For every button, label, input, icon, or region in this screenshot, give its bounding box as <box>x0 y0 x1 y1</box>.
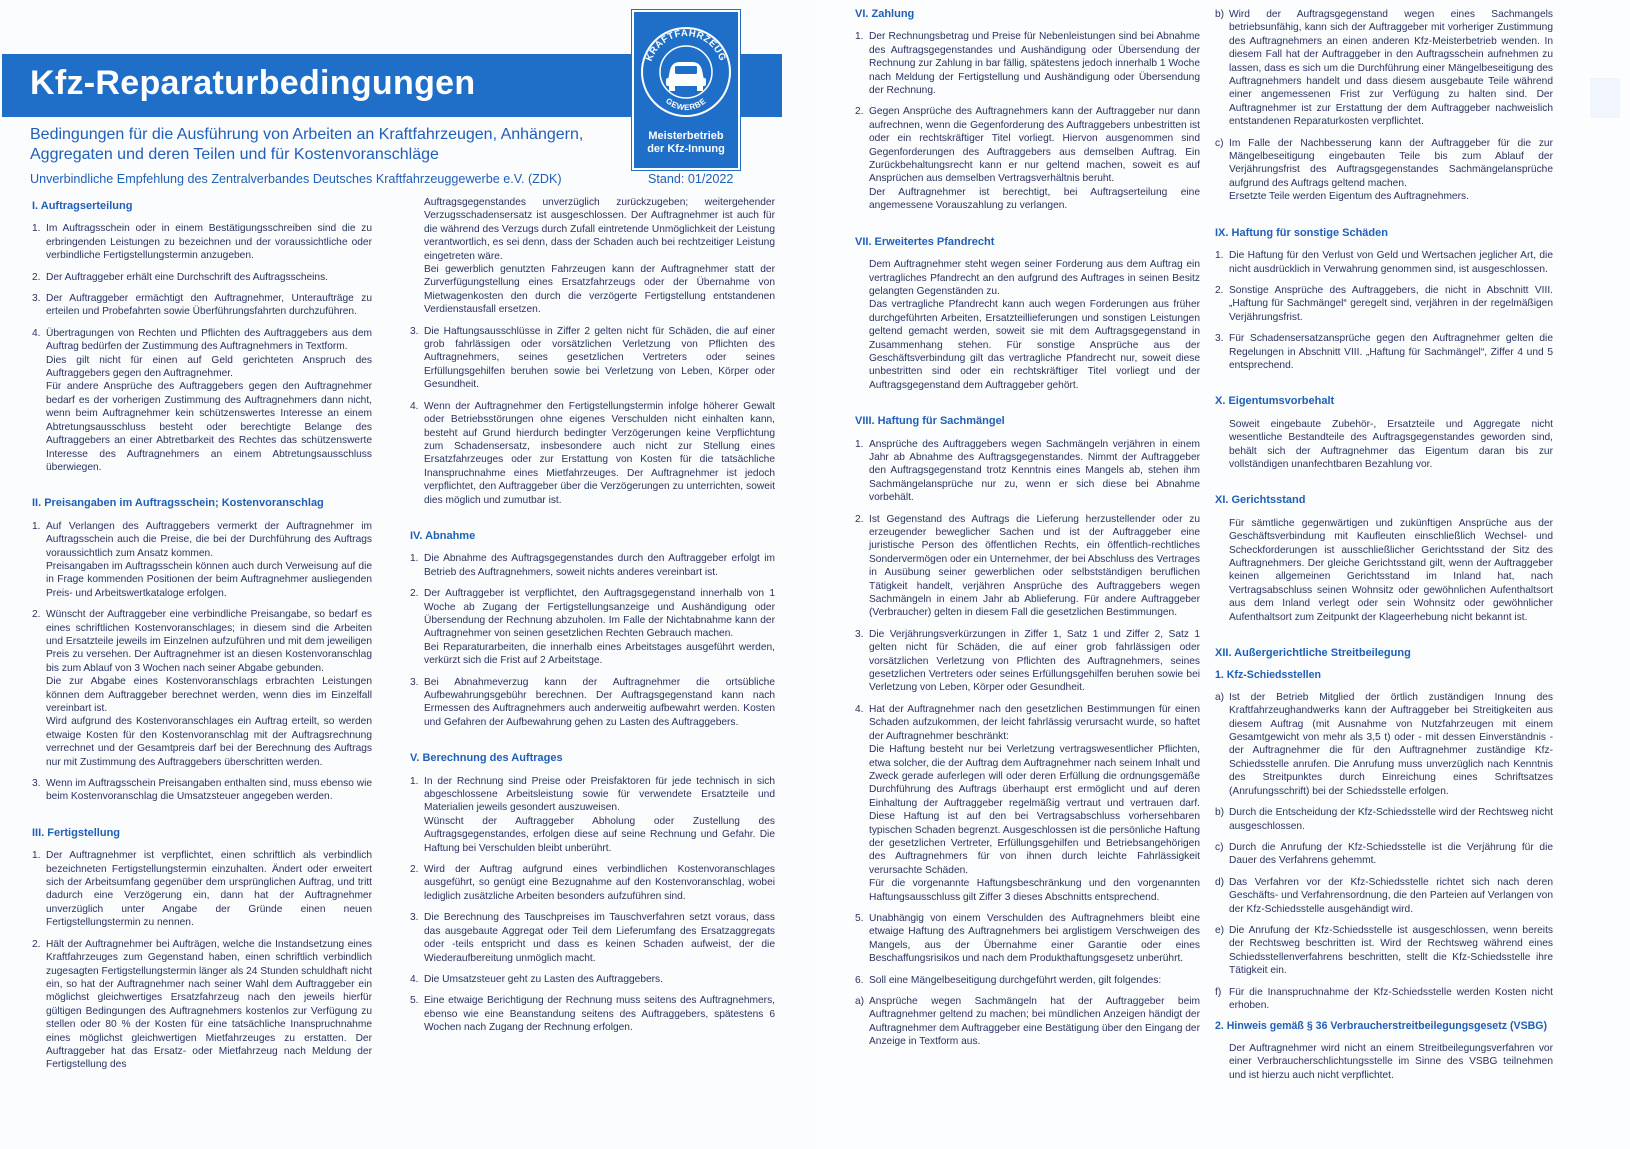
section-heading: III. Fertigstellung <box>32 826 121 839</box>
column-1 <box>32 200 372 1080</box>
list-item: 2. Wünscht der Auftraggeber eine verbindliche Preisangabe, so bedarf es eines schriftlichen Kostenvoranschlages; in diesem sind die Arbeiten und Ersatzteile jeweils im Einzelnen aufzuführen und mit dem jeweiligen Preis zu versehen. Der Auftragnehmer ist an diesen Kostenvoranschlag bis zum Ablauf von 3 Wochen nach seiner Abgabe gebunden. Die zur Abgabe eines Kostenvoranschlags erbrachten Leistungen können dem Auftraggeber berechnet werden, wenn dies im Einzelfall vereinbart ist. Wird aufgrund des Kostenvoranschlages ein Auftrag erteilt, so werden etwaige Kosten für den Kostenvoranschlag mit der Auftragsrechnung verrechnet und der Gesamtpreis darf bei der Berechnung des Auftrags nur mit Zustimmung des Auftraggebers überschritten werden. <box>32 609 372 768</box>
logo-arc-bottom: GEWERBE <box>663 96 708 113</box>
subsection-heading: 1. Kfz-Schiedsstellen <box>1215 669 1321 682</box>
section-heading: I. Auftragserteilung <box>32 200 133 212</box>
section-heading: IV. Abnahme <box>410 529 476 542</box>
section-heading: VIII. Haftung für Sachmängel <box>855 415 1005 428</box>
recommendation-note: Unverbindliche Empfehlung des Zentralverbandes Deutsches Kraftfahrzeuggewerbe e.V. (ZDK) <box>30 172 562 186</box>
paragraph: Dem Auftragnehmer steht wegen seiner Forderung aus dem Auftrag ein vertragliches Pfandrecht an den aufgrund des Auftrages in seinen Besitz gelangten Gegenständen zu. Das vertragliche Pfandrecht kann auch wegen Forderungen aus früher durchgeführten Arbeiten, Ersatzteillieferungen und sonstigen Leistungen geltend gemacht werden, soweit sie mit dem Auftragsgegenstand in Zusammenhang stehen. Für sonstige Ansprüche aus der Geschäftsverbindung gilt das vertragliche Pfandrecht nur, soweit diese unbestritten sind oder ein rechtskräftiger Titel vorliegt und der Auftragsgegenstand dem Auftraggeber gehört. <box>869 259 1200 391</box>
car-icon <box>640 16 732 126</box>
section-heading: VI. Zahlung <box>855 8 915 20</box>
list-item: 3. Die Haftungsausschlüsse in Ziffer 2 gelten nicht für Schäden, die auf einer grob fahrlässigen oder vorsätzlichen Verletzung von Pflichten des Auftragnehmers, seines gesetzlichen Vertreters oder seines Erfüllungsgehilfen beruhen sowie bei Verletzung von Leben, Körper oder Gesundheit. <box>410 325 775 391</box>
list-item: c) Im Falle der Nachbesserung kann der Auftraggeber für die zur Mängelbeseitigung eingebauten Teile bis zum Ablauf der Verjährungsfrist des Auftragsgegenstandes Sachmängelansprüche aufgrund des Auftrags geltend machen. Ersetzte Teile werden Eigentum des Auftragnehmers. <box>1215 137 1553 203</box>
document-subtitle: Bedingungen für die Ausführung von Arbeiten an Kraftfahrzeugen, Anhängern, Aggregaten und deren Teilen und für Kostenvoranschläge <box>30 126 584 163</box>
subsection-heading: 2. Hinweis gemäß § 36 Verbraucherstreitbeilegungsgesetz (VSBG) <box>1215 1020 1548 1033</box>
list-item: 2. Ist Gegenstand des Auftrags die Lieferung herzustellender oder zu erzeugender beweglicher Sachen und ist der Auftraggeber eine juristische Person des öffentlichen Rechts, ein öffentlich-rechtliches Sondervermögen oder ein Unternehmer, der bei Abschluss des Vertrages in Ausübung seiner gewerblichen oder selbstständigen beruflichen Tätigkeit handelt, verjähren Ansprüche des Auftraggebers wegen Sachmängeln in einem Jahr ab Ablieferung. Für andere Auftraggeber (Verbraucher) gelten in diesem Fall die gesetzlichen Bestimmungen. <box>855 513 1200 619</box>
list-item: 2. Wird der Auftrag aufgrund eines verbindlichen Kostenvoranschlages ausgeführt, so genügt eine Bezugnahme auf den Kostenvoranschlag, wobei lediglich zusätzliche Arbeiten besonders aufzuführen sind. <box>410 864 775 902</box>
list-item: 2. Der Auftraggeber erhält eine Durchschrift des Auftragsscheins. <box>32 271 329 283</box>
section-heading: IX. Haftung für sonstige Schäden <box>1215 226 1388 239</box>
list-item: b) Durch die Entscheidung der Kfz-Schiedsstelle wird der Rechtsweg nicht ausgeschlossen. <box>1215 807 1553 832</box>
list-item: 3. Wenn im Auftragsschein Preisangaben enthalten sind, muss ebenso wie beim Kostenvoranschlag die Umsatzsteuer angegeben werden. <box>32 778 373 803</box>
list-item: 2. Gegen Ansprüche des Auftragnehmers kann der Auftraggeber nur dann aufrechnen, wenn die Gegenforderung des Auftraggebers unbestritten ist oder ein rechtskräftiger Titel vorliegt. Hiervon ausgenommen sind Gegenforderungen des Auftraggebers aus demselben Auftrag. Ein Zurückbehaltungsrecht kann er nur geltend machen, soweit es auf Ansprüchen aus demselben Vertragsverhältnis beruht. Der Auftragnehmer ist berechtigt, bei Auftragserteilung eine angemessene Vorauszahlung zu verlangen. <box>855 106 1200 212</box>
section-heading: V. Berechnung des Auftrages <box>410 752 563 765</box>
list-item: 6. Soll eine Mängelbeseitigung durchgeführt werden, gilt folgendes: <box>855 974 1162 986</box>
list-item: 4. Hat der Auftragnehmer nach den gesetzlichen Bestimmungen für einen Schaden aufzukommen, der leicht fahrlässig verursacht wurde, so haftet der Auftragnehmer beschränkt: Die Haftung besteht nur bei Verletzung vertragswesentlicher Pflichten, etwa solcher, die der Auftrag dem Auftragnehmer nach seinem Inhalt und Zweck gerade auferlegen will oder deren Erfüllung die ordnungsgemäße Durchführung des Auftrags überhaupt erst ermöglicht und auf deren Einhaltung der Auftraggeber regelmäßig vertraut und vertrauen darf. Diese Haftung ist auf den bei Vertragsabschluss vorhersehbaren typischen Schaden begrenzt. Ausgeschlossen ist die persönliche Haftung der gesetzlichen Vertreter, Erfüllungsgehilfen und Betriebsangehörigen des Auftragnehmers für von ihnen durch leichte Fahrlässigkeit verursachte Schäden. Für die vorgenannte Haftungsbeschränkung und den vorgenannten Haftungsausschluss gilt Ziffer 3 dieses Abschnitts entsprechend. <box>855 703 1200 903</box>
list-item: 3. Die Berechnung des Tauschpreises im Tauschverfahren setzt voraus, dass das ausgebaute Aggregat oder Teil dem Lieferumfang des Ersatzaggregats oder -teils entspricht und dass es keinen Schaden aufweist, der die Wiederaufbereitung unmöglich macht. <box>410 912 775 964</box>
section-heading: XI. Gerichtsstand <box>1215 494 1306 507</box>
list-item: 1. Auf Verlangen des Auftraggebers vermerkt der Auftragnehmer im Auftragsschein auch die Preise, die bei der Durchführung des Auftrags voraussichtlich zum Ansatz kommen. Preisangaben im Auftragsschein können auch durch Verweisung auf die in Frage kommenden Positionen der beim Auftragnehmer ausliegenden Preis- und Arbeitswertkataloge erfolgen. <box>32 520 372 599</box>
list-item: 1. Der Auftragnehmer ist verpflichtet, einen schriftlich als verbindlich bezeichneten Fertigstellungstermin einzuhalten. Ändert oder erweitert sich der Arbeitsumfang gegenüber dem ursprünglichen Auftrag, und tritt dadurch eine Verzögerung ein, dann hat der Auftragnehmer unverzüglich unter Angabe der Gründe einen neuen Fertigstellungstermin zu nennen. <box>32 850 372 929</box>
list-item: 2. Sonstige Ansprüche des Auftraggebers, die nicht in Abschnitt VIII. „Haftung für Sachmängel“ geregelt sind, verjähren in der regelmäßigen Verjährungsfrist. <box>1215 284 1553 323</box>
list-item: 1. In der Rechnung sind Preise oder Preisfaktoren für jede technisch in sich abgeschlossene Arbeitsleistung sowie für verwendete Ersatzteile und Materialien jeweils gesondert auszuweisen. Wünscht der Auftraggeber Abholung oder Zustellung des Auftragsgegenstandes, erfolgen diese auf seine Rechnung und Gefahr. Die Haftung bei Verschulden bleibt unberührt. <box>410 775 775 854</box>
list-item: 3. Bei Abnahmeverzug kann der Auftragnehmer die ortsübliche Aufbewahrungsgebühr berechnen. Der Auftragsgegenstand kann nach Ermessen des Auftragnehmers auch anderweitig aufbewahrt werden. Kosten und Gefahren der Aufbewahrung gehen zu Lasten des Auftraggebers. <box>410 676 775 728</box>
list-item: 2. Hält der Auftragnehmer bei Aufträgen, welche die Instandsetzung eines Kraftfahrzeuges zum Gegenstand haben, einen schriftlich verbindlich zugesagten Fertigstellungstermin länger als 24 Stunden schuldhaft nicht ein, so hat der Auftragnehmer nach seiner Wahl dem Auftraggeber ein möglichst gleichwertiges Ersatzfahrzeug nach den jeweils hierfür gültigen Bedingungen des Auftragnehmers kostenlos zur Verfügung zu stellen oder 80 % der Kosten für eine tatsächliche Inanspruchnahme eines möglichst gleichwertigen Mietfahrzeuges zu erstatten. Der Auftraggeber hat das Ersatz- oder Mietfahrzeug nach Meldung der Fertigstellung des <box>32 938 372 1071</box>
list-item: 1. Ansprüche des Auftraggebers wegen Sachmängeln verjähren in einem Jahr ab Abnahme des Auftragsgegenstandes. Nimmt der Auftraggeber den Auftragsgegenstand trotz Kenntnis eines Mangels ab, stehen ihm Sachmängelansprüche nur zu, wenn er sich diese bei Abnahme vorbehält. <box>855 438 1200 504</box>
paragraph: Auftragsgegenstandes unverzüglich zurückzugeben; weitergehender Verzugsschadensersatz ist ausgeschlossen. Der Auftragnehmer ist auch für die während des Verzugs durch Zufall eintretende Unmöglichkeit der Leistung verantwortlich, es sei denn, dass der Schaden auch bei rechtzeitiger Leistung eingetreten wäre. Bei gewerblich genutzten Fahrzeugen kann der Auftragnehmer statt der Zurverfügungstellung eines Ersatzfahrzeugs oder der Übernahme von Mietwagenkosten den durch die verzögerte Fertigstellung entstandenen Verdienstausfall ersetzen. <box>424 197 775 316</box>
list-item: f) Für die Inanspruchnahme der Kfz-Schiedsstelle werden Kosten nicht erhoben. <box>1215 986 1553 1011</box>
section-heading: II. Preisangaben im Auftragsschein; Kostenvoranschlag <box>32 497 324 510</box>
list-item: a) Ist der Betrieb Mitglied der örtlich zuständigen Innung des Kraftfahrzeughandwerks kann der Auftraggeber bei Streitigkeiten aus diesem Auftrag (mit Ausnahme von Nutzfahrzeugen mit einem Gesamtgewicht von mehr als 3,5 t) oder - mit dessen Einverständnis - der Auftragnehmer die für den Auftragnehmer zuständige Kfz-Schiedsstelle anrufen. Die Anrufung muss unverzüglich nach Kenntnis des Streitpunktes durch Einreichung eines Schriftsatzes (Anrufungsschrift) bei der Schiedsstelle erfolgen. <box>1215 691 1553 797</box>
scan-artifact <box>1590 78 1620 118</box>
paragraph: Der Auftragnehmer wird nicht an einem Streitbeilegungsverfahren vor einer Verbraucherschlichtungsstelle im Sinne des VSBG teilnehmen und ist hierzu auch nicht verpflichtet. <box>1229 1042 1553 1081</box>
list-item: 4. Die Umsatzsteuer geht zu Lasten des Auftraggebers. <box>410 973 663 985</box>
list-item: 5. Eine etwaige Berichtigung der Rechnung muss seitens des Auftragnehmers, ebenso wie eine Beanstandung seitens des Auftraggebers, spätestens 6 Wochen nach Zugang der Rechnung erfolgen. <box>410 995 775 1034</box>
section-heading: VII. Erweitertes Pfandrecht <box>855 235 995 248</box>
list-item: 2. Der Auftraggeber ist verpflichtet, den Auftragsgegenstand innerhalb von 1 Woche ab Zugang der Fertigstellungsanzeige und Aushändigung oder Übersendung der Rechnung abzuholen. Im Falle der Nichtabnahme kann der Auftragnehmer von seinen gesetzlichen Rechten Gebrauch machen. Bei Reparaturarbeiten, die innerhalb eines Arbeitstages ausgeführt werden, verkürzt sich die Frist auf 2 Arbeitstage. <box>410 588 775 667</box>
column-2 <box>410 196 775 1043</box>
list-item: 3. Für Schadensersatzansprüche gegen den Auftragnehmer gelten die Regelungen in Abschnitt VIII. „Haftung für Sachmängel“, Ziffer 4 und 5 entsprechend. <box>1215 333 1553 371</box>
logo-arc-top: KRAFTFAHRZEUG <box>643 27 729 63</box>
list-item: 3. Die Verjährungsverkürzungen in Ziffer 1, Satz 1 und Ziffer 2, Satz 1 gelten nicht für Schäden, die auf einer grob fahrlässigen oder vorsätzlichen Verletzung von Pflichten des Auftragnehmers, seines gesetzlichen Vertreters oder seines Erfüllungsgehilfen beruhen sowie bei Verletzung von Leben, Körper oder Gesundheit. <box>855 628 1200 694</box>
guild-logo <box>632 10 740 170</box>
logo-line-1: Meisterbetrieb <box>648 130 724 142</box>
list-item: 1. Die Abnahme des Auftragsgegenstandes durch den Auftraggeber erfolgt im Betrieb des Auftragnehmers, soweit nichts anderes vereinbart ist. <box>410 553 775 578</box>
section-heading: X. Eigentumsvorbehalt <box>1215 395 1335 408</box>
paragraph: Für sämtliche gegenwärtigen und zukünftigen Ansprüche aus der Geschäftsverbindung mit Kaufleuten einschließlich Wechsel- und Scheckforderungen ist ausschließlicher Gerichtsstand der Sitz des Auftragnehmers. Der gleiche Gerichtsstand gilt, wenn der Auftraggeber keinen allgemeinen Gerichtsstand im Inland hat, nach Vertragsabschluss seinen Wohnsitz oder gewöhnlichen Aufenthaltsort aus dem Inland verlegt oder sein Wohnsitz oder gewöhnlicher Aufenthaltsort zum Zeitpunkt der Klageerhebung nicht bekannt ist. <box>1229 517 1553 623</box>
list-item: 5. Unabhängig von einem Verschulden des Auftragnehmers bleibt eine etwaige Haftung des Auftragnehmers bei arglistigem Verschweigen des Mangels, aus der Übernahme einer Garantie oder eines Beschaffungsrisikos und nach dem Produkthaftungsgesetz unberührt. <box>855 912 1200 965</box>
logo-caption <box>634 130 738 156</box>
list-item: 1. Die Haftung für den Verlust von Geld und Wertsachen jeglicher Art, die nicht ausdrücklich in Verwahrung genommen sind, ist ausgeschlossen. <box>1215 250 1553 275</box>
list-item: 4. Übertragungen von Rechten und Pflichten des Auftraggebers aus dem Auftrag bedürfen der Zustimmung des Auftragnehmers in Textform. Dies gilt nicht für einen auf Geld gerichteten Anspruch des Auftraggebers gegen den Auftragnehmer. Für andere Ansprüche des Auftraggebers gegen den Auftragnehmer bedarf es der vorherigen Zustimmung des Auftragnehmers dann nicht, wenn beim Auftragnehmer kein schützenswertes Interesse an einem Abtretungsausschluss besteht oder berechtigte Belange des Auftraggebers an einer Abtretbarkeit des Rechtes das schützenswerte Interesse des Auftragnehmers an einem Abtretungsausschluss überwiegen. <box>32 327 372 473</box>
list-item: 3. Der Auftraggeber ermächtigt den Auftragnehmer, Unteraufträge zu erteilen und Probefahrten sowie Überführungsfahrten durchzuführen. <box>32 293 372 318</box>
list-item: 1. Im Auftragsschein oder in einem Bestätigungsschreiben sind die zu erbringenden Leistungen zu bezeichnen und der voraussichtliche oder verbindliche Fertigstellungstermin anzugeben. <box>32 223 372 262</box>
logo-line-2: der Kfz-Innung <box>647 143 725 155</box>
column-3 <box>855 8 1200 1057</box>
list-item: b) Wird der Auftragsgegenstand wegen eines Sachmangels betriebsunfähig, kann sich der Auftraggeber mit vorheriger Zustimmung des Auftragnehmers an einen anderen Kfz-Meisterbetrieb wenden. In diesem Fall hat der Auftraggeber in den Auftragsschein aufnehmen zu lassen, dass es sich um die Durchführung einer Mängelbeseitigung des Auftragnehmers handelt und dass diesem ausgebaute Teile während einer angemessenen Frist zur Verfügung zu halten sind. Der Auftragnehmer ist zur Erstattung der dem Auftraggeber nachweislich entstandenen Reparaturkosten verpflichtet. <box>1215 9 1553 128</box>
column-4 <box>1215 8 1553 1090</box>
list-item: e) Die Anrufung der Kfz-Schiedsstelle ist ausgeschlossen, wenn bereits der Rechtsweg beschritten ist. Wird der Rechtsweg während eines Schiedsstellenverfahrens beschritten, stellt die Kfz-Schiedsstelle ihre Tätigkeit ein. <box>1215 924 1553 977</box>
list-item: d) Das Verfahren vor der Kfz-Schiedsstelle richtet sich nach deren Geschäfts- und Verfahrensordnung, die den Parteien auf Verlangen von der Kfz-Schiedsstelle ausgehändigt wird. <box>1215 876 1553 915</box>
paragraph: Soweit eingebaute Zubehör-, Ersatzteile und Aggregate nicht wesentliche Bestandteile des Auftragsgegenstandes geworden sind, behält sich der Auftragnehmer das Eigentum daran bis zur vollständigen unanfechtbaren Bezahlung vor. <box>1229 418 1553 470</box>
list-item: 4. Wenn der Auftragnehmer den Fertigstellungstermin infolge höherer Gewalt oder Betriebsstörungen ohne eigenes Verschulden nicht einhalten kann, besteht auf Grund hierdurch bedingter Verzögerungen keine Verpflichtung zum Schadensersatz, insbesondere auch nicht zur Stellung eines Ersatzfahrzeuges oder zur Erstattung von Kosten für die tatsächliche Inanspruchnahme eines Mietfahrzeuges. Der Auftragnehmer ist jedoch verpflichtet, den Auftraggeber über die Verzögerungen zu unterrichten, soweit dies möglich und zumutbar ist. <box>410 400 775 506</box>
list-item: c) Durch die Anrufung der Kfz-Schiedsstelle ist die Verjährung für die Dauer des Verfahrens gehemmt. <box>1215 841 1553 867</box>
section-heading: XII. Außergerichtliche Streitbeilegung <box>1215 647 1411 660</box>
document-title: Kfz-Reparaturbedingungen <box>30 64 476 102</box>
list-item: a) Ansprüche wegen Sachmängeln hat der Auftraggeber beim Auftragnehmer geltend zu machen; bei mündlichen Anzeigen händigt der Auftragnehmer dem Auftraggeber eine Bestätigung über den Eingang der Anzeige in Textform aus. <box>855 996 1200 1048</box>
right-page <box>815 0 1630 1149</box>
version-date: Stand: 01/2022 <box>648 172 734 186</box>
list-item: 1. Der Rechnungsbetrag und Preise für Nebenleistungen sind bei Abnahme des Auftragsgegenstandes und Aushändigung oder Übersendung der Rechnung zur Zahlung in bar fällig, spätestens jedoch innerhalb 1 Woche nach Meldung der Fertigstellung und Aushändigung oder Übersendung der Rechnung. <box>855 31 1200 97</box>
